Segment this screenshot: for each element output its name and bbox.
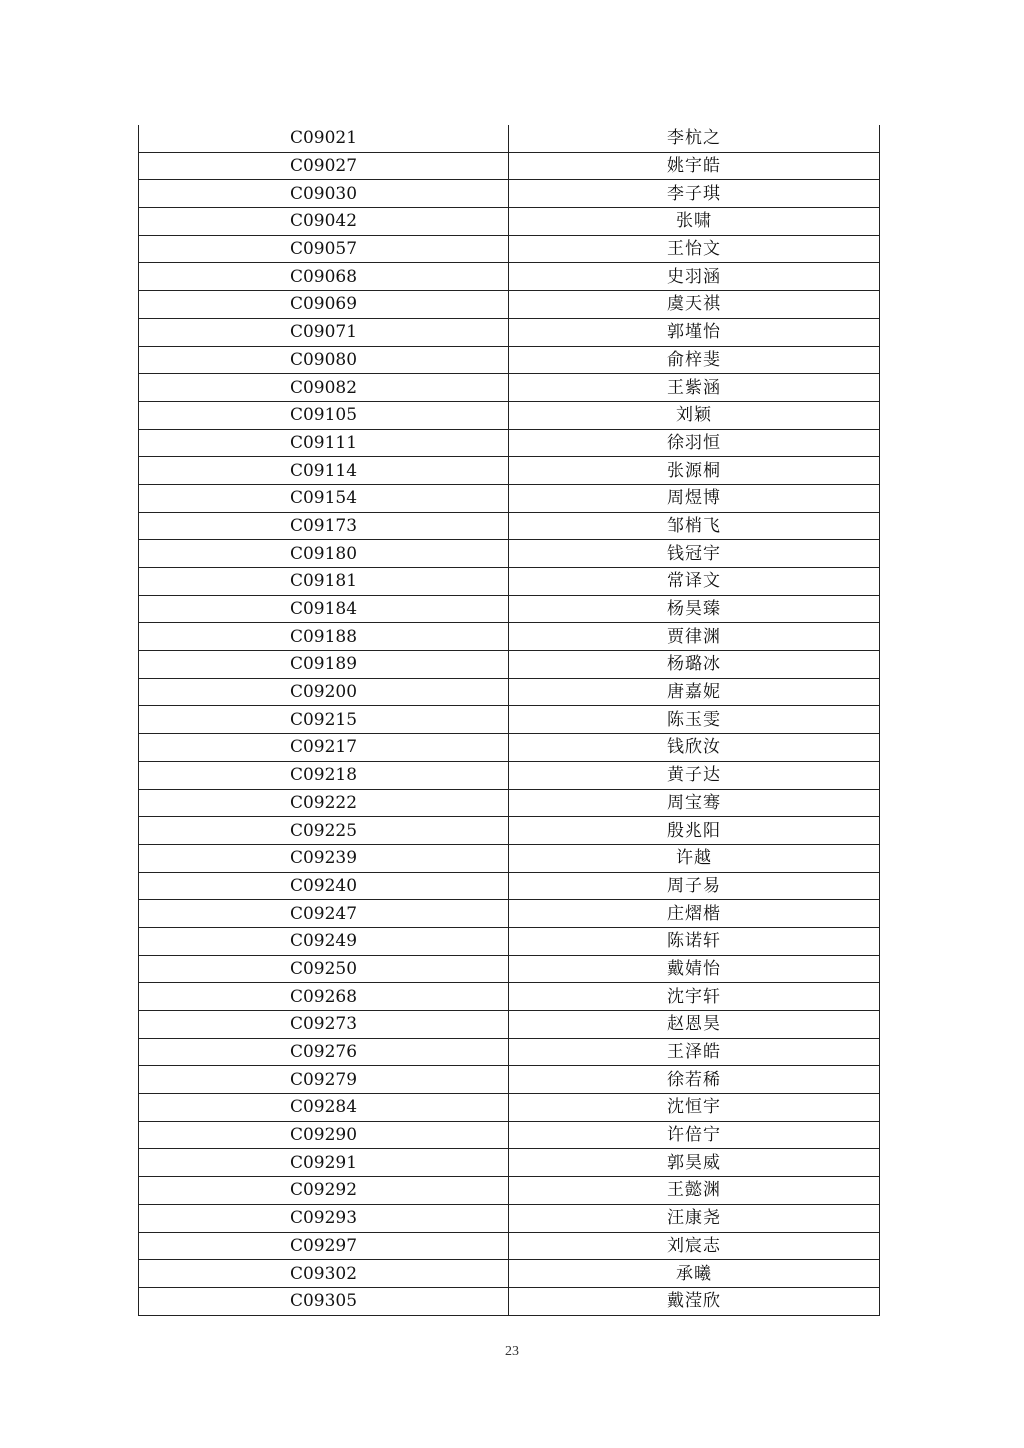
student-name-cell: 周煜博 <box>509 484 880 512</box>
roster-table-container <box>138 125 879 1316</box>
student-name-cell: 徐若稀 <box>509 1066 880 1094</box>
student-name-cell: 李子琪 <box>509 180 880 208</box>
student-id-cell: C09021 <box>139 125 509 152</box>
student-name-cell: 唐嘉妮 <box>509 678 880 706</box>
student-name-cell: 刘宸志 <box>509 1232 880 1260</box>
student-id-cell: C09184 <box>139 595 509 623</box>
student-name-cell: 许倍宁 <box>509 1121 880 1149</box>
table-row <box>139 734 880 762</box>
student-name-cell: 沈宇轩 <box>509 983 880 1011</box>
table-row <box>139 1094 880 1122</box>
student-name-cell: 周子易 <box>509 872 880 900</box>
table-row <box>139 401 880 429</box>
table-row <box>139 1204 880 1232</box>
student-name-cell: 黄子达 <box>509 761 880 789</box>
table-row <box>139 1260 880 1288</box>
table-row <box>139 623 880 651</box>
student-id-cell: C09042 <box>139 208 509 236</box>
student-name-cell: 姚宇皓 <box>509 152 880 180</box>
student-name-cell: 李杭之 <box>509 125 880 152</box>
student-id-cell: C09225 <box>139 817 509 845</box>
student-name-cell: 王懿渊 <box>509 1177 880 1205</box>
roster-table-body <box>139 125 880 1315</box>
student-name-cell: 刘颖 <box>509 401 880 429</box>
table-row <box>139 1121 880 1149</box>
table-row <box>139 844 880 872</box>
table-row <box>139 817 880 845</box>
student-id-cell: C09111 <box>139 429 509 457</box>
student-id-cell: C09297 <box>139 1232 509 1260</box>
table-row <box>139 208 880 236</box>
student-id-cell: C09284 <box>139 1094 509 1122</box>
student-name-cell: 钱欣汝 <box>509 734 880 762</box>
student-id-cell: C09200 <box>139 678 509 706</box>
table-row <box>139 1232 880 1260</box>
student-name-cell: 庄熠楷 <box>509 900 880 928</box>
table-row <box>139 955 880 983</box>
student-id-cell: C09291 <box>139 1149 509 1177</box>
student-id-cell: C09027 <box>139 152 509 180</box>
student-name-cell: 贾律渊 <box>509 623 880 651</box>
student-name-cell: 张啸 <box>509 208 880 236</box>
table-row <box>139 706 880 734</box>
table-row <box>139 1038 880 1066</box>
student-name-cell: 郭墐怡 <box>509 318 880 346</box>
student-name-cell: 许越 <box>509 844 880 872</box>
table-row <box>139 374 880 402</box>
student-id-cell: C09057 <box>139 235 509 263</box>
student-id-cell: C09247 <box>139 900 509 928</box>
student-name-cell: 王怡文 <box>509 235 880 263</box>
student-id-cell: C09268 <box>139 983 509 1011</box>
student-id-cell: C09154 <box>139 484 509 512</box>
student-name-cell: 汪康尧 <box>509 1204 880 1232</box>
student-name-cell: 郭昊威 <box>509 1149 880 1177</box>
student-id-cell: C09290 <box>139 1121 509 1149</box>
student-id-cell: C09218 <box>139 761 509 789</box>
student-id-cell: C09293 <box>139 1204 509 1232</box>
student-name-cell: 徐羽恒 <box>509 429 880 457</box>
table-row <box>139 512 880 540</box>
student-id-cell: C09273 <box>139 1011 509 1039</box>
table-row <box>139 484 880 512</box>
student-name-cell: 常译文 <box>509 568 880 596</box>
student-id-cell: C09069 <box>139 291 509 319</box>
student-name-cell: 王紫涵 <box>509 374 880 402</box>
student-name-cell: 戴滢欣 <box>509 1287 880 1315</box>
student-id-cell: C09239 <box>139 844 509 872</box>
student-name-cell: 殷兆阳 <box>509 817 880 845</box>
table-row <box>139 568 880 596</box>
page-number: 23 <box>505 1344 519 1359</box>
table-row <box>139 291 880 319</box>
table-row <box>139 595 880 623</box>
student-name-cell: 周宝骞 <box>509 789 880 817</box>
student-id-cell: C09180 <box>139 540 509 568</box>
table-row <box>139 540 880 568</box>
table-row <box>139 761 880 789</box>
student-name-cell: 张源桐 <box>509 457 880 485</box>
student-name-cell: 承曦 <box>509 1260 880 1288</box>
student-id-cell: C09240 <box>139 872 509 900</box>
student-id-cell: C09071 <box>139 318 509 346</box>
student-id-cell: C09105 <box>139 401 509 429</box>
table-row <box>139 346 880 374</box>
student-id-cell: C09181 <box>139 568 509 596</box>
student-name-cell: 史羽涵 <box>509 263 880 291</box>
student-id-cell: C09217 <box>139 734 509 762</box>
student-name-cell: 戴婧怡 <box>509 955 880 983</box>
table-row <box>139 318 880 346</box>
table-row <box>139 429 880 457</box>
student-name-cell: 杨昊臻 <box>509 595 880 623</box>
table-row <box>139 1066 880 1094</box>
table-row <box>139 789 880 817</box>
table-row <box>139 651 880 679</box>
student-name-cell: 沈恒宇 <box>509 1094 880 1122</box>
table-row <box>139 983 880 1011</box>
table-row <box>139 1011 880 1039</box>
student-id-cell: C09222 <box>139 789 509 817</box>
table-row <box>139 678 880 706</box>
student-id-cell: C09292 <box>139 1177 509 1205</box>
roster-table <box>138 125 880 1316</box>
student-id-cell: C09305 <box>139 1287 509 1315</box>
table-row <box>139 235 880 263</box>
student-id-cell: C09215 <box>139 706 509 734</box>
student-name-cell: 王泽皓 <box>509 1038 880 1066</box>
student-id-cell: C09189 <box>139 651 509 679</box>
table-row <box>139 1287 880 1315</box>
student-id-cell: C09082 <box>139 374 509 402</box>
student-id-cell: C09068 <box>139 263 509 291</box>
table-row <box>139 180 880 208</box>
student-id-cell: C09188 <box>139 623 509 651</box>
student-name-cell: 陈玉雯 <box>509 706 880 734</box>
student-name-cell: 杨璐冰 <box>509 651 880 679</box>
table-row <box>139 900 880 928</box>
table-row <box>139 457 880 485</box>
table-row <box>139 125 880 152</box>
student-id-cell: C09250 <box>139 955 509 983</box>
table-row <box>139 1177 880 1205</box>
student-name-cell: 邹梢飞 <box>509 512 880 540</box>
student-name-cell: 虞天祺 <box>509 291 880 319</box>
student-id-cell: C09114 <box>139 457 509 485</box>
student-id-cell: C09302 <box>139 1260 509 1288</box>
table-row <box>139 927 880 955</box>
table-row <box>139 872 880 900</box>
student-name-cell: 钱冠宇 <box>509 540 880 568</box>
student-id-cell: C09030 <box>139 180 509 208</box>
student-id-cell: C09080 <box>139 346 509 374</box>
student-id-cell: C09279 <box>139 1066 509 1094</box>
table-row <box>139 152 880 180</box>
student-name-cell: 陈诺轩 <box>509 927 880 955</box>
student-name-cell: 赵恩昊 <box>509 1011 880 1039</box>
table-row <box>139 1149 880 1177</box>
table-row <box>139 263 880 291</box>
student-name-cell: 俞梓斐 <box>509 346 880 374</box>
student-id-cell: C09249 <box>139 927 509 955</box>
student-id-cell: C09276 <box>139 1038 509 1066</box>
student-id-cell: C09173 <box>139 512 509 540</box>
